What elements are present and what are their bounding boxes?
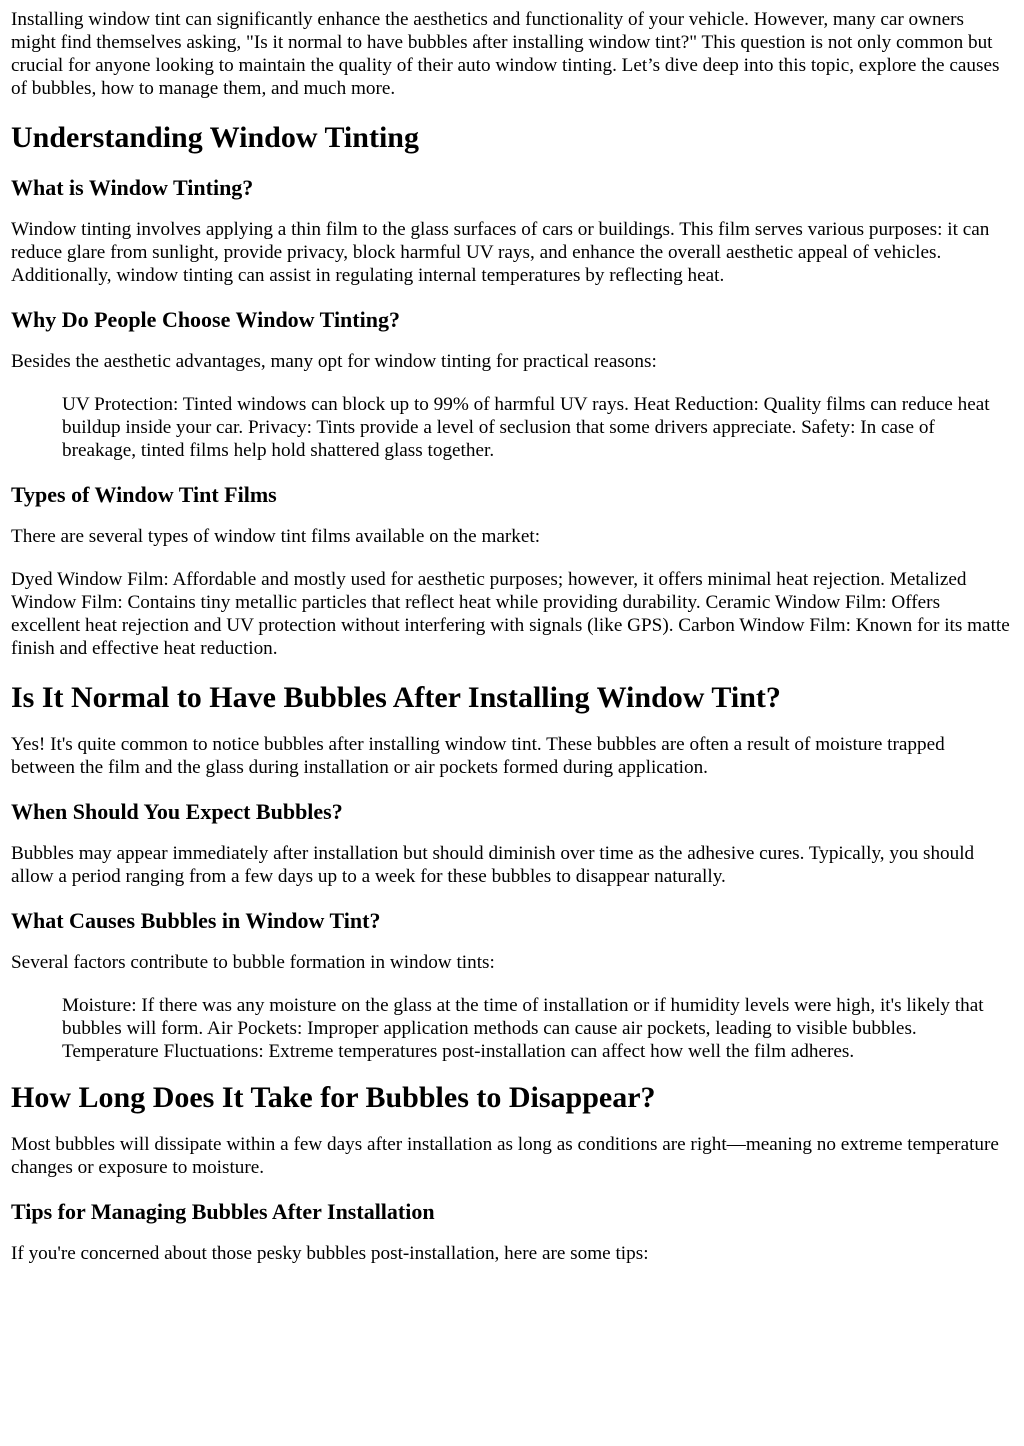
intro-paragraph: Installing window tint can significantly enhance the aesthetics and functionality of your vehicle. However, many car owners might find themselves asking, "Is it normal to have bubbles after installing window tint?" This question is not only common but crucial for anyone looking to maintain the quality of their auto window tinting. Let’s dive deep into this topic, explore the causes of bubbles, how to manage them, and much more. bbox=[11, 9, 1000, 99]
heading-when-expect: When Should You Expect Bubbles? bbox=[11, 799, 343, 824]
blockquote-causes: Moisture: If there was any moisture on the glass at the time of installation or if humidity levels were high, it's likely that bubbles will form. Air Pockets: Improper application methods can cause air pockets, leading to visible bubbles. Temperature Fluctuations: Extreme temperatures post-installation can affect how well the film adheres. bbox=[62, 995, 984, 1062]
paragraph-how-long: Most bubbles will dissipate within a few days after installation as long as conditions are right—meaning no extreme temperature changes or exposure to moisture. bbox=[11, 1134, 999, 1178]
heading-causes: What Causes Bubbles in Window Tint? bbox=[11, 908, 381, 933]
paragraph-why-choose: Besides the aesthetic advantages, many opt for window tinting for practical reasons: bbox=[11, 351, 657, 372]
paragraph-types: There are several types of window tint films available on the market: bbox=[11, 526, 541, 547]
paragraph-tips: If you're concerned about those pesky bubbles post-installation, here are some tips: bbox=[11, 1243, 649, 1264]
paragraph-causes: Several factors contribute to bubble formation in window tints: bbox=[11, 952, 495, 973]
paragraph-when-expect: Bubbles may appear immediately after installation but should diminish over time as the adhesive cures. Typically, you should allow a period ranging from a few days up to a week for these bubbles to disappear naturally. bbox=[11, 843, 975, 887]
heading-understanding: Understanding Window Tinting bbox=[11, 121, 419, 154]
heading-how-long: How Long Does It Take for Bubbles to Disappear? bbox=[11, 1081, 656, 1114]
heading-types: Types of Window Tint Films bbox=[11, 482, 277, 507]
paragraph-what-is-tinting: Window tinting involves applying a thin film to the glass surfaces of cars or buildings. This film serves various purposes: it can reduce glare from sunlight, provide privacy, block harmful UV rays, and enhance the overall aesthetic appeal of vehicles. Additionally, window tinting can assist in regulating internal temperatures by reflecting heat. bbox=[11, 219, 990, 286]
blockquote-reasons: UV Protection: Tinted windows can block up to 99% of harmful UV rays. Heat Reduction: Quality films can reduce heat buildup inside your car. Privacy: Tints provide a level of seclusion that some drivers appreciate. Safety: In case of breakage, tinted films help hold shattered glass together. bbox=[62, 394, 990, 461]
paragraph-types-list: Dyed Window Film: Affordable and mostly used for aesthetic purposes; however, it offers minimal heat rejection. Metalized Window Film: Contains tiny metallic particles that reflect heat while providing durability. Ceramic Window Film: Offers excellent heat rejection and UV protection without interfering with signals (like GPS). Carbon Window Film: Known for its matte finish and effective heat reduction. bbox=[11, 569, 1010, 659]
heading-why-choose: Why Do People Choose Window Tinting? bbox=[11, 307, 400, 332]
heading-tips: Tips for Managing Bubbles After Installation bbox=[11, 1199, 435, 1224]
heading-what-is-tinting: What is Window Tinting? bbox=[11, 175, 254, 200]
paragraph-is-it-normal: Yes! It's quite common to notice bubbles after installing window tint. These bubbles are often a result of moisture trapped between the film and the glass during installation or air pockets formed during application. bbox=[11, 734, 945, 778]
heading-is-it-normal: Is It Normal to Have Bubbles After Installing Window Tint? bbox=[11, 681, 781, 714]
